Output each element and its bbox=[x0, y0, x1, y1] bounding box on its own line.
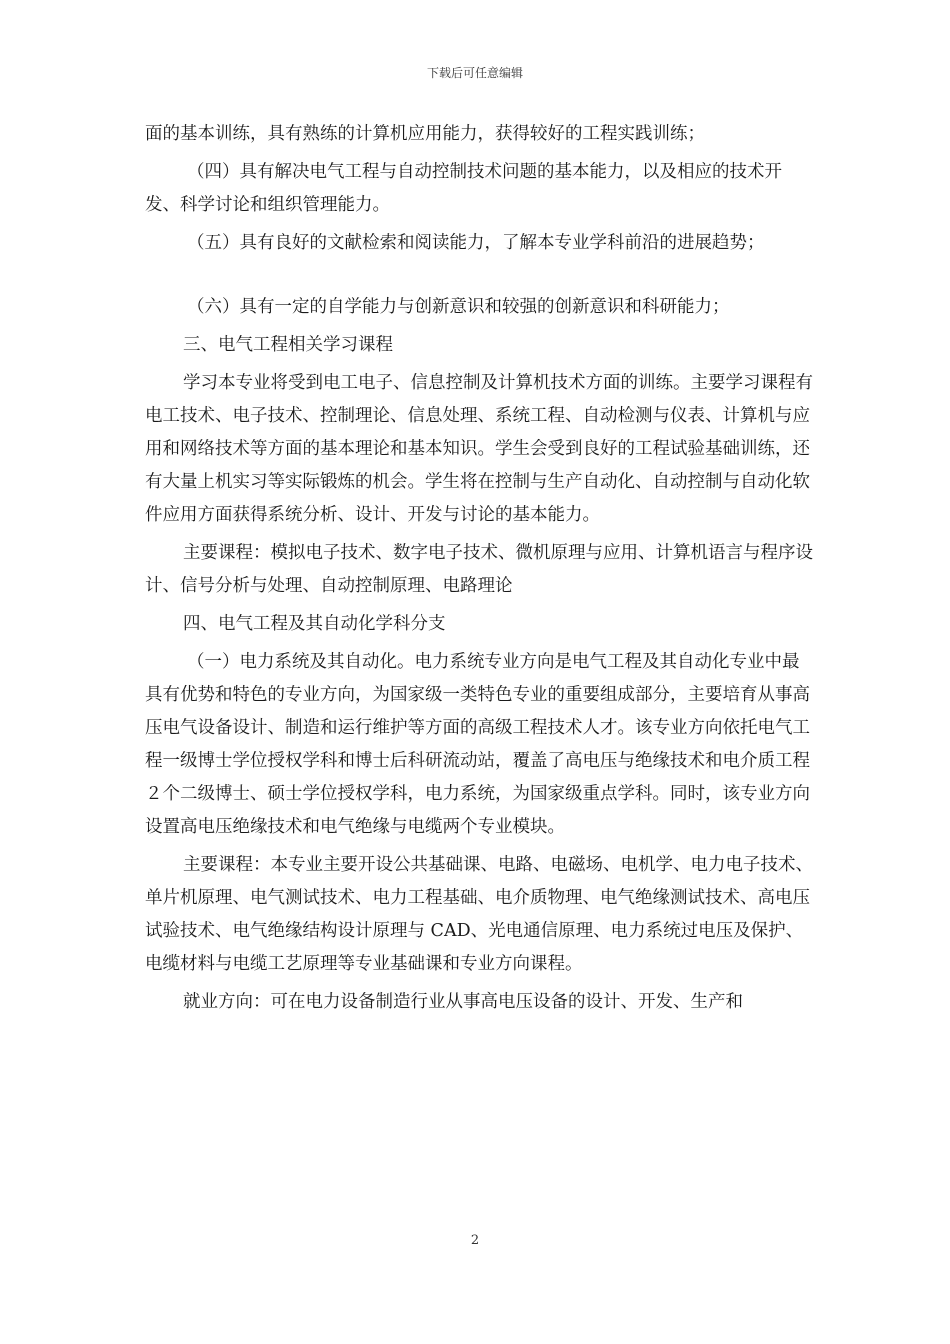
paragraph-item-6: （六）具有一定的自学能力与创新意识和较强的创新意识和科研能力； bbox=[187, 297, 730, 317]
page-header-note: 下载后可任意编辑 bbox=[426, 66, 523, 80]
paragraph-power-system: （一）电力系统及其自动化。电力系统专业方向是电气工程及其自动化专业中最具有优势和特色的专业方向，为国家级一类特色专业的重要组成部分，主要培育从事高压电气设备设计、制造和运行维护等方面的高级工程技术人才。该专业方向依托电气工程一级博士学位授权学科和博士后科研流动站，覆盖了高电压与绝缘技术和电介质工程２个二级博士、硕士学位授权学科，电力系统，为国家级重点学科。同时，该专业方向设置高电压绝缘技术和电气绝缘与电缆两个专业模块。 bbox=[145, 652, 810, 837]
section-heading-3: 三、电气工程相关学习课程 bbox=[183, 335, 393, 355]
paragraph-continuation: 面的基本训练，具有熟练的计算机应用能力，获得较好的工程实践训练； bbox=[145, 124, 705, 144]
paragraph-power-courses: 主要课程：本专业主要开设公共基础课、电路、电磁场、电机学、电力电子技术、单片机原理、电气测试技术、电力工程基础、电介质物理、电气绝缘测试技术、高电压试验技术、电气绝缘结构设计原理与 CAD、光电通信原理、电力系统过电压及保护、电缆材料与电缆工艺原理等专业基础课和专业方向课程。 bbox=[145, 855, 813, 974]
paragraph-item-4: （四）具有解决电气工程与自动控制技术问题的基本能力，以及相应的技术开发、科学讨论和组织管理能力。 bbox=[145, 162, 782, 215]
blank-line bbox=[145, 265, 813, 291]
document-body bbox=[145, 118, 813, 1019]
paragraph-main-courses: 主要课程：模拟电子技术、数字电子技术、微机原理与应用、计算机语言与程序设计、信号分析与处理、自动控制原理、电路理论 bbox=[145, 543, 813, 596]
page-number: 2 bbox=[470, 1233, 480, 1248]
section-heading-4: 四、电气工程及其自动化学科分支 bbox=[183, 614, 446, 634]
paragraph-study-intro: 学习本专业将受到电工电子、信息控制及计算机技术方面的训练。主要学习课程有电工技术、电子技术、控制理论、信息处理、系统工程、自动检测与仪表、计算机与应用和网络技术等方面的基本理论和基本知识。学生会受到良好的工程试验基础训练，还有大量上机实习等实际锻炼的机会。学生将在控制与生产自动化、自动控制与自动化软件应用方面获得系统分析、设计、开发与讨论的基本能力。 bbox=[145, 373, 813, 525]
paragraph-item-5: （五）具有良好的文献检索和阅读能力，了解本专业学科前沿的进展趋势； bbox=[187, 233, 765, 253]
paragraph-employment: 就业方向：可在电力设备制造行业从事高电压设备的设计、开发、生产和 bbox=[183, 992, 743, 1012]
